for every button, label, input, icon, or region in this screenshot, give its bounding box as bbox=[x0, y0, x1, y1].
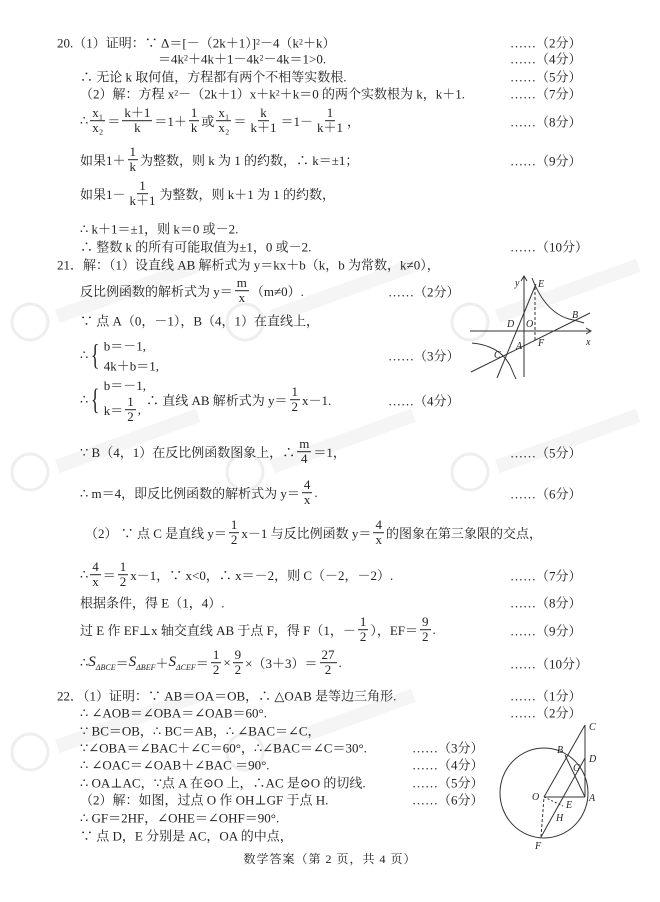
denominator: k bbox=[190, 120, 198, 136]
score-marker: ……（2分） bbox=[510, 35, 582, 51]
denominator: x bbox=[238, 290, 246, 306]
text-segment: 如果1－ bbox=[80, 187, 126, 203]
brace-symbol: { bbox=[91, 338, 100, 371]
figure-label: C bbox=[494, 350, 501, 361]
score-marker: ……（5分） bbox=[510, 445, 582, 461]
text-segment: ∴ 直线 AB 解析式为 y＝ bbox=[145, 393, 288, 409]
denominator: 2 bbox=[359, 629, 367, 645]
figure-label: A bbox=[589, 793, 596, 804]
numerator: k bbox=[260, 105, 267, 121]
numerator: 1 bbox=[127, 394, 134, 410]
subscript: ΔCEF bbox=[175, 663, 196, 672]
superscript: 2 bbox=[174, 88, 179, 98]
numerator: 1 bbox=[291, 384, 299, 400]
text-segment: b＝－1, bbox=[103, 338, 146, 354]
score-marker: ……（10分） bbox=[510, 239, 589, 255]
text-segment: ∴ m＝4，即反比例函数的解析式为 y＝ bbox=[80, 486, 300, 502]
text-segment: ＝1－ bbox=[280, 114, 313, 130]
text-segment: 为整数，则 k＋1 为 1 的约数， bbox=[159, 187, 336, 203]
numerator: 1 bbox=[212, 647, 220, 663]
numerator: 1 bbox=[129, 144, 137, 160]
area-letter: S bbox=[128, 654, 137, 670]
text-segment: 反比例函数的解析式为 y＝ bbox=[80, 284, 233, 300]
figure-label: B bbox=[572, 310, 579, 321]
text-segment: ∴ ∠AOB＝∠OBA＝∠OAB＝60°. bbox=[80, 705, 267, 721]
area-letter: S bbox=[168, 654, 176, 670]
score-marker: ……（8分） bbox=[510, 114, 582, 130]
denominator: k bbox=[129, 159, 137, 175]
score-marker: ……（6分） bbox=[510, 486, 582, 502]
score-marker: ……（8分） bbox=[510, 595, 582, 611]
text-segment: ∴ bbox=[80, 392, 89, 407]
denominator: k＋1 bbox=[250, 120, 277, 136]
numerator: x₁ bbox=[92, 105, 104, 121]
text-segment: －4（k bbox=[260, 35, 300, 51]
score-marker: ……（7分） bbox=[510, 568, 582, 584]
text-segment: ∴ bbox=[80, 347, 89, 362]
numerator: 1 bbox=[359, 614, 367, 630]
text-segment: （m≠0）. bbox=[250, 284, 304, 300]
figure-label: H bbox=[556, 813, 564, 824]
text-segment: 22．（1）证明：∵ AB＝OA＝OB，∴ △OAB 是等边三角形. bbox=[57, 688, 397, 704]
text-segment: , bbox=[137, 402, 141, 417]
numerator: x₁ bbox=[218, 105, 230, 121]
figure-label: D bbox=[589, 754, 597, 765]
text-segment: －（2k＋1）x＋k bbox=[178, 86, 276, 102]
numerator: k＋1 bbox=[124, 105, 151, 121]
text-segment: 21．解：（1）设直线 AB 解析式为 y＝kx＋b（k，b 为常数，k≠0）， bbox=[57, 257, 440, 273]
numerator: 1 bbox=[190, 105, 198, 121]
numerator: 1 bbox=[230, 517, 238, 533]
text-segment: 如果1＋ bbox=[80, 153, 126, 169]
circle-o bbox=[500, 748, 588, 838]
superscript: 2 bbox=[299, 37, 304, 47]
numerator: 9 bbox=[234, 647, 242, 663]
text-segment: b＝－1, bbox=[103, 378, 146, 394]
dashed-of bbox=[541, 797, 544, 837]
score-marker: ……（7分） bbox=[510, 86, 582, 102]
numerator: 4 bbox=[375, 517, 382, 533]
text-segment: ∴ bbox=[80, 655, 89, 670]
text-segment: －4k＝1>0. bbox=[263, 51, 327, 67]
superscript: 2 bbox=[184, 53, 189, 63]
denominator: 2 bbox=[212, 662, 220, 678]
score-marker: ……（5分） bbox=[412, 775, 484, 791]
figure-label: O bbox=[532, 792, 540, 803]
text-segment: ∴ bbox=[80, 567, 89, 582]
text-segment: 或 bbox=[201, 114, 215, 130]
denominator: k＋1 bbox=[129, 193, 156, 209]
figure-label: F bbox=[538, 338, 545, 349]
score-marker: ……（4分） bbox=[412, 757, 484, 773]
score-marker: ……（9分） bbox=[510, 623, 582, 639]
text-segment: × bbox=[223, 655, 231, 670]
denominator: 4 bbox=[301, 451, 308, 467]
text-segment: ∵ 点 D，E 分别是 AC，OA 的中点， bbox=[80, 828, 293, 844]
line-oc bbox=[544, 725, 585, 797]
numerator: 4 bbox=[303, 477, 311, 493]
text-segment: ∴ k＋1＝±1，则 k＝0 或－2. bbox=[80, 221, 239, 237]
denominator: k bbox=[134, 120, 141, 136]
denominator: 2 bbox=[127, 409, 134, 425]
numerator: 1 bbox=[326, 105, 334, 121]
score-marker: ……（4分） bbox=[388, 393, 460, 409]
numerator: m bbox=[236, 275, 247, 291]
text-segment: ∵ BC＝OB，∴ BC＝AB，∴ ∠BAC＝∠C， bbox=[80, 723, 321, 739]
text-segment: ×（3＋3）＝ bbox=[245, 656, 318, 672]
numerator: 9 bbox=[422, 614, 429, 630]
text-segment: x－1. bbox=[302, 393, 332, 409]
text-segment: ∵∠OBA＝∠BAC＋∠C＝60°，∴∠BAC＝∠C＝30°. bbox=[80, 740, 367, 756]
denominator: 2 bbox=[291, 399, 299, 415]
figure-label: D bbox=[507, 319, 515, 330]
text-segment: ∴ 无论 k 取何值，方程都有两个不相等实数根. bbox=[80, 69, 347, 85]
text-segment: 20.（1）证明：∵ Δ＝[－（2k＋1）] bbox=[57, 35, 257, 51]
text-segment: ∴ OA⊥AC，∵点 A 在⊙O 上，∴AC 是⊙O 的切线. bbox=[80, 775, 366, 791]
text-segment: . bbox=[338, 655, 342, 670]
figure-label: x bbox=[586, 337, 591, 348]
figure-label: E bbox=[566, 800, 573, 811]
text-segment: ∴ ∠OAC＝∠OAB＋∠BAC ＝90°. bbox=[80, 757, 270, 773]
text-segment: （2）解：方程 x bbox=[80, 86, 175, 102]
superscript: 2 bbox=[275, 88, 280, 98]
score-marker: ……（9分） bbox=[510, 153, 582, 169]
score-marker: ……（2分） bbox=[388, 284, 460, 300]
figure-label: E bbox=[538, 279, 545, 290]
brace-symbol: { bbox=[91, 383, 100, 416]
numerator: m bbox=[299, 436, 310, 452]
text-segment: ＝4k bbox=[158, 51, 185, 67]
score-marker: ……（3分） bbox=[412, 740, 484, 756]
text-segment: 过 E 作 EF⊥x 轴交直线 AB 于点 F，得 F（1，－ bbox=[80, 623, 356, 639]
denominator: 2 bbox=[119, 574, 127, 590]
denominator: x bbox=[303, 492, 311, 508]
denominator: 2 bbox=[422, 629, 429, 645]
denominator: 2 bbox=[324, 662, 332, 678]
text-segment: ＝1＋ bbox=[154, 114, 187, 130]
figure-label: G bbox=[573, 763, 581, 774]
denominator: x₂ bbox=[218, 120, 230, 136]
text-segment: ），EF＝ bbox=[370, 623, 419, 639]
score-marker: ……（2分） bbox=[510, 705, 582, 721]
text-segment: （2） ∵ 点 C 是直线 y＝ bbox=[85, 526, 227, 542]
figure-label: F bbox=[535, 841, 542, 852]
text-segment: ∵ 点 A（0，－1），B（4，1）在直线上， bbox=[80, 313, 320, 329]
denominator: 2 bbox=[234, 662, 242, 678]
denominator: x bbox=[92, 574, 99, 590]
text-segment: k＝ bbox=[103, 403, 124, 419]
denominator: x bbox=[375, 532, 382, 548]
denominator: x₂ bbox=[92, 120, 104, 136]
text-segment: ＝1， bbox=[313, 445, 346, 461]
figure-label: O bbox=[526, 319, 534, 330]
area-letter: S bbox=[88, 654, 96, 670]
figure-label: A bbox=[516, 341, 523, 352]
figure-label: B bbox=[557, 745, 564, 756]
dashed-oh bbox=[544, 797, 563, 806]
text-segment: ＝ bbox=[102, 568, 116, 584]
figure-label: C bbox=[589, 722, 596, 733]
numerator: 4 bbox=[92, 559, 99, 575]
text-segment: . bbox=[432, 622, 436, 637]
text-segment: . bbox=[314, 485, 318, 500]
text-segment: 的图象在第三象限的交点， bbox=[385, 526, 542, 542]
text-segment: ， bbox=[347, 114, 361, 130]
score-marker: ……（3分） bbox=[388, 348, 460, 364]
text-segment: ＋ bbox=[155, 656, 169, 672]
text-segment: ＝ bbox=[233, 114, 247, 130]
text-segment: 为整数，则 k 为 1 的约数，∴ k＝±1； bbox=[140, 153, 359, 169]
superscript: 2 bbox=[259, 53, 264, 63]
text-segment: ∵ B（4，1）在反比例函数图象上，∴ bbox=[80, 445, 296, 461]
text-segment: ＋4k＋1－4k bbox=[188, 51, 260, 67]
text-segment: ＝ bbox=[115, 656, 129, 672]
text-segment: ＋k＝0 的两个实数根为 k，k＋1. bbox=[279, 86, 466, 102]
text-segment: ∴ 整数 k 的所有可能取值为±1，0 或－2. bbox=[80, 239, 312, 255]
numerator: 27 bbox=[321, 647, 335, 663]
text-segment: （2）解：如图，过点 O 作 OH⊥GF 于点 H. bbox=[80, 792, 329, 808]
score-marker: ……（5分） bbox=[510, 69, 582, 85]
page-footer: 数学答案（第 2 页，共 4 页） bbox=[243, 852, 417, 866]
score-marker: ……（10分） bbox=[510, 656, 589, 672]
score-marker: ……（6分） bbox=[412, 792, 484, 808]
text-segment: 4k＋b＝1, bbox=[103, 358, 159, 374]
text-segment: ＝ bbox=[195, 656, 209, 672]
text-segment: 根据条件，得 E（1，4）. bbox=[80, 595, 225, 611]
text-segment: ＋k） bbox=[303, 35, 336, 51]
text-segment: x－1 与反比例函数 y＝ bbox=[241, 526, 372, 542]
subscript: ΔBCE bbox=[95, 663, 116, 672]
denominator: 2 bbox=[230, 532, 238, 548]
denominator: k＋1 bbox=[316, 120, 343, 136]
text-segment: ∴ GF＝2HF，∠OHE＝∠OHF＝90°. bbox=[80, 810, 280, 826]
text-segment: ∴ bbox=[80, 113, 89, 128]
numerator: 1 bbox=[119, 559, 127, 575]
score-marker: ……（1分） bbox=[510, 688, 582, 704]
text-segment: ＝ bbox=[107, 114, 121, 130]
text-segment: x－1，∵ x<0，∴ x＝－2，则 C（－2，－2）. bbox=[130, 568, 394, 584]
figure-label: y bbox=[515, 278, 520, 289]
score-marker: ……（4分） bbox=[510, 51, 582, 67]
subscript: ΔBEF bbox=[136, 663, 156, 672]
numerator: 1 bbox=[139, 178, 146, 194]
superscript: 2 bbox=[256, 37, 261, 47]
